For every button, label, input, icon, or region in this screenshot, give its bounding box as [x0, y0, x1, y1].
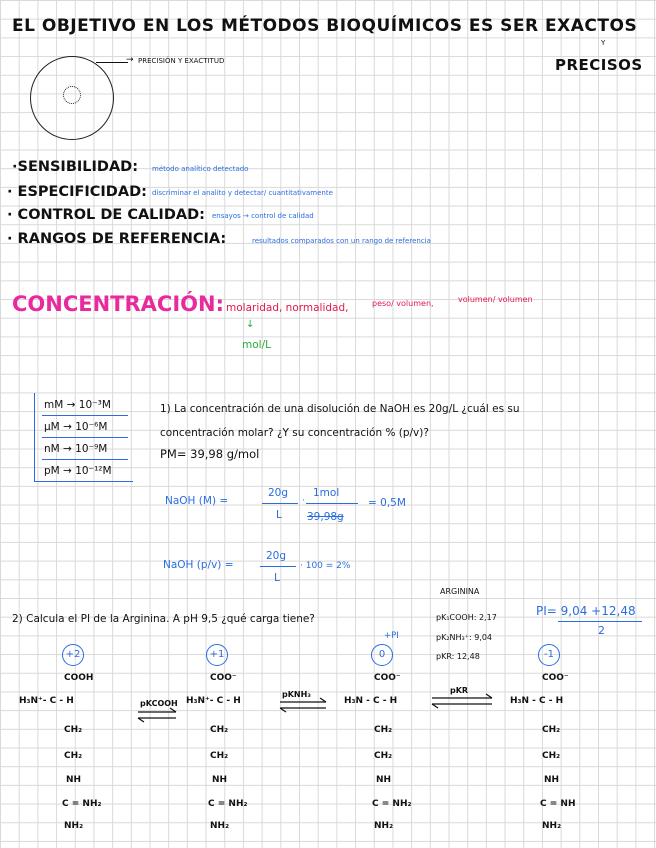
- term-especificidad-desc: discriminar el analito y detectar/ cuantitativamente: [152, 189, 333, 197]
- pv-label: NaOH (p/v) =: [163, 559, 234, 571]
- concentracion-volumen-volumen: volumen/ volumen: [458, 295, 533, 304]
- species-line: H₃N - C - H: [510, 696, 564, 706]
- species-line: NH: [212, 775, 228, 785]
- concentracion-mol-l: mol/L: [242, 339, 271, 351]
- equilibrium-label-cooh: pKCOOH: [140, 699, 178, 708]
- molar-num1: 20g: [268, 487, 289, 499]
- equilibrium-arrow-1: [138, 708, 176, 722]
- species-line: COO⁻: [374, 673, 401, 683]
- term-sensibilidad: ·SENSIBILIDAD:: [12, 159, 139, 175]
- species-line: C = NH₂: [372, 799, 412, 809]
- concentracion-arrow: ↓: [246, 319, 255, 330]
- species-line: C = NH₂: [208, 799, 248, 809]
- species-line: H₃N - C - H: [344, 696, 398, 706]
- pi-mark: +PI: [384, 631, 399, 641]
- species-line: NH: [66, 775, 82, 785]
- species-line: NH: [544, 775, 560, 785]
- charge-badge: +2: [62, 644, 84, 666]
- charge-badge: 0: [371, 644, 393, 666]
- equilibrium-arrow-2: [280, 698, 326, 712]
- page-title: EL OBJETIVO EN LOS MÉTODOS BIOQUÍMICOS ES SER EXACTOS: [12, 16, 638, 36]
- equilibrium-arrow-3: [432, 694, 492, 708]
- species-line: NH₂: [374, 821, 394, 831]
- arginina-pk2: pK₂NH₃⁺: 9,04: [436, 633, 493, 642]
- concentracion-peso-volumen: peso/ volumen,: [372, 299, 434, 308]
- concentracion-heading: CONCENTRACIÓN:: [12, 292, 224, 316]
- molar-num2: 1mol: [313, 487, 340, 499]
- species-line: CH₂: [210, 725, 229, 735]
- problem1-pm: PM= 39,98 g/mol: [160, 447, 260, 461]
- unit-um: μM → 10⁻⁶M: [44, 421, 108, 433]
- unit-pm: pM → 10⁻¹²M: [44, 465, 112, 477]
- species-line: NH₂: [64, 821, 84, 831]
- term-rangos-referencia-desc: resultados comparados con un rango de referencia: [252, 237, 431, 245]
- species-line: CH₂: [374, 725, 393, 735]
- term-especificidad: · ESPECIFICIDAD:: [7, 184, 147, 200]
- title-y: Y: [601, 39, 606, 47]
- molar-den1: L: [276, 509, 282, 521]
- problem2-question: 2) Calcula el PI de la Arginina. A pH 9,5 ¿qué carga tiene?: [12, 613, 315, 625]
- species-line: CH₂: [64, 725, 83, 735]
- equilibrium-label-nh3: pKNH₃: [282, 690, 311, 699]
- unit-mm: mM → 10⁻³M: [44, 399, 111, 411]
- species-line: CH₂: [542, 751, 561, 761]
- species-line: C = NH₂: [62, 799, 102, 809]
- pv-result: · 100 = 2%: [300, 561, 351, 571]
- species-line: COO⁻: [210, 673, 237, 683]
- arginina-pkr: pKR: 12,48: [436, 652, 480, 661]
- species-line: COO⁻: [542, 673, 569, 683]
- arginina-pk1: pK₁COOH: 2,17: [436, 613, 497, 622]
- species-line: H₃N⁺- C - H: [186, 696, 241, 706]
- concentracion-units: molaridad, normalidad,: [226, 302, 349, 314]
- species-line: CH₂: [374, 751, 393, 761]
- molar-result: = 0,5M: [368, 497, 406, 509]
- circle-label: PRECISIÓN Y EXACTITUD: [138, 57, 225, 65]
- species-line: COOH: [64, 673, 94, 683]
- molar-label: NaOH (M) =: [165, 495, 229, 507]
- charge-badge: -1: [538, 644, 560, 666]
- problem1-line1: 1) La concentración de una disolución de NaOH es 20g/L ¿cuál es su: [160, 403, 520, 415]
- species-line: CH₂: [210, 751, 229, 761]
- problem1-line2: concentración molar? ¿Y su concentración % (p/v)?: [160, 427, 429, 439]
- species-line: NH₂: [542, 821, 562, 831]
- species-line: C = NH: [540, 799, 576, 809]
- term-rangos-referencia: · RANGOS DE REFERENCIA:: [7, 231, 227, 247]
- pv-den: L: [274, 572, 280, 584]
- species-line: NH₂: [210, 821, 230, 831]
- arginina-name: ARGININA: [440, 587, 480, 596]
- pi-formula: PI= 9,04 +12,48: [536, 604, 636, 618]
- species-line: H₃N⁺- C - H: [19, 696, 74, 706]
- term-control-calidad-desc: ensayos → control de calidad: [212, 212, 314, 220]
- molar-dot: ·: [302, 496, 305, 506]
- species-line: NH: [376, 775, 392, 785]
- unit-nm: nM → 10⁻⁹M: [44, 443, 108, 455]
- species-line: CH₂: [64, 751, 83, 761]
- molar-den2: 39,98g: [307, 511, 344, 523]
- pi-denominator: 2: [598, 624, 605, 637]
- species-line: CH₂: [542, 725, 561, 735]
- charge-badge: +1: [206, 644, 228, 666]
- term-sensibilidad-desc: método analítico detectado: [152, 165, 249, 173]
- pv-num: 20g: [266, 550, 287, 562]
- circle-arrow: →: [126, 55, 134, 65]
- equilibrium-label-r: pKR: [450, 686, 469, 695]
- term-control-calidad: · CONTROL DE CALIDAD:: [7, 207, 205, 223]
- title-precisos: PRECISOS: [555, 56, 643, 74]
